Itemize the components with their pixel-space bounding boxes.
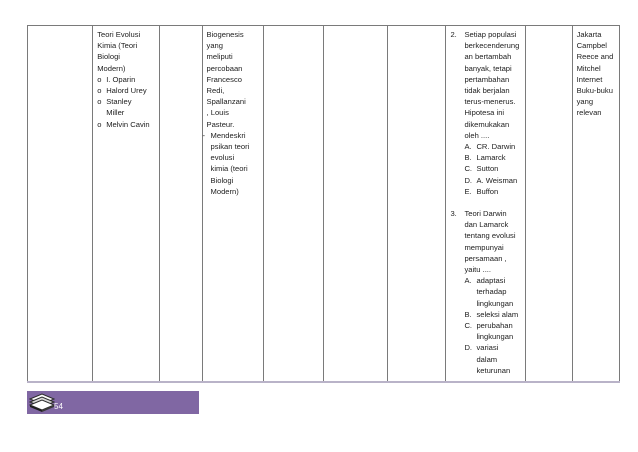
list-item: o Halord Urey — [97, 86, 147, 96]
option-a: A. CR. Darwin — [464, 142, 516, 152]
list-item: o Melvin Cavin — [97, 119, 150, 129]
table-row — [28, 26, 620, 382]
question-2: 2. Setiap populasi berkecenderung an bertambah banyak, tetapi pertambahan tidak berjalan terus-menerus. Hipotesa ini dikemukakan oleh .... — [450, 30, 520, 140]
cell-empty-1 — [28, 26, 93, 382]
list-item: o Stanley Miller — [97, 97, 132, 118]
option-e: E. Buffon — [464, 186, 499, 196]
cell-penilaian — [446, 26, 526, 382]
question-3: 3. Teori Darwin dan Lamarck tentang evolusi mempunyai persamaan , yaitu .... — [450, 209, 516, 275]
list-item: - Mendeskri psikan teori evolusi kimia (teori Biologi Modern) — [202, 130, 250, 196]
cell-empty-6 — [324, 26, 387, 382]
cell-empty-7 — [387, 26, 446, 382]
cell-materi: Teori Evolusi Kimia (Teori Biologi Modern) o I. Oparin o Halord Urey o Stanley Miller o Melvin Cavin — [93, 26, 160, 382]
cell-empty-3 — [160, 26, 202, 382]
page-number: 54 — [54, 402, 63, 411]
syllabus-table — [27, 25, 620, 382]
option-d: D. A. Weisman — [464, 175, 518, 185]
option-b: B. seleksi alam — [464, 309, 519, 319]
cell-kegiatan: Biogenesis yang meliputi percobaan Francesco Redi, Spallanzani , Louis Pasteur. - Mendeskri psikan teori evolusi kimia (teori Biologi Modern) — [202, 26, 263, 382]
option-a: A. adaptasi terhadap lingkungan — [464, 276, 514, 308]
cell-empty-9 — [526, 26, 572, 382]
option-d: D. variasi dalam keturunan — [464, 343, 511, 375]
option-b: B. Lamarck — [464, 153, 506, 163]
book-stack-icon — [29, 391, 55, 413]
footer-rule — [27, 381, 620, 383]
cell-empty-5 — [263, 26, 324, 382]
option-c: C. perubahan lingkungan — [464, 321, 514, 342]
option-c: C. Sutton — [464, 164, 499, 174]
cell-sumber: Jakarta Campbel Reece and Mitchel Internet Buku-buku yang relevan — [572, 26, 619, 382]
list-item: o I. Oparin — [97, 74, 136, 84]
